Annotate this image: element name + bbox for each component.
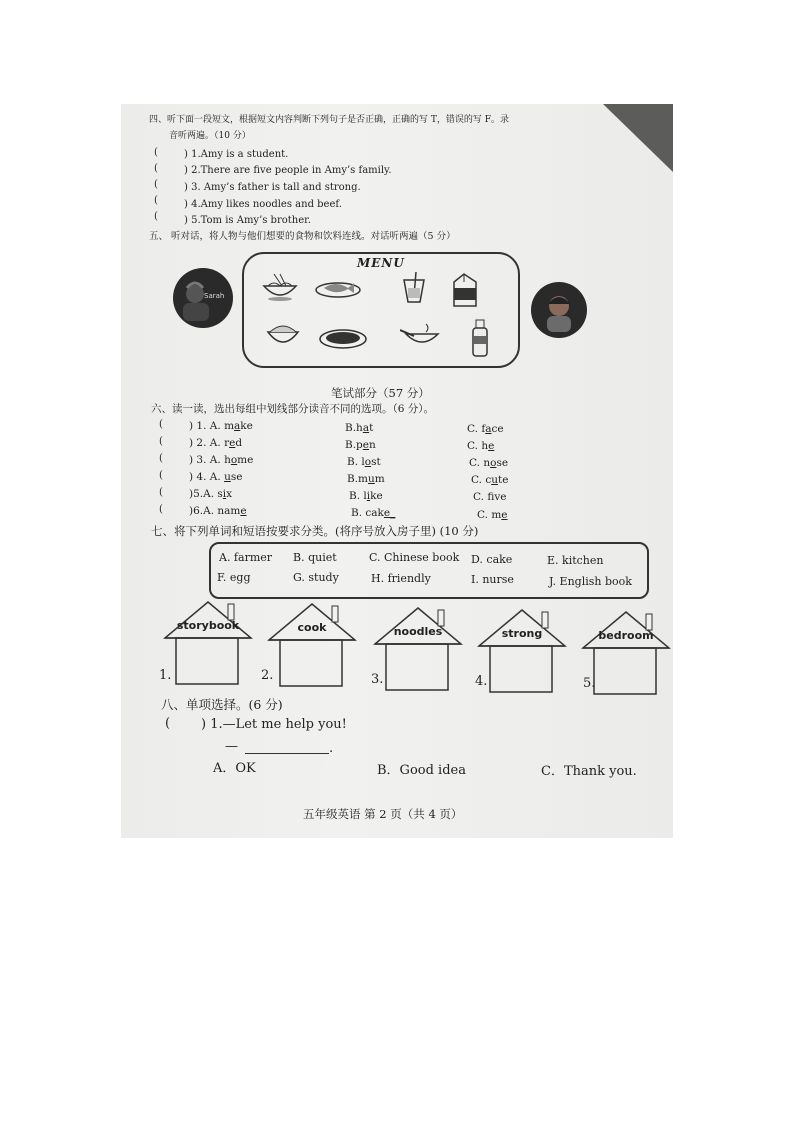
house-label: cook: [297, 621, 327, 634]
answer-paren[interactable]: (: [159, 436, 163, 447]
word-j: J. English book: [549, 575, 632, 588]
house-bedroom[interactable]: [581, 610, 671, 700]
row-6-option-b: B. cake_: [351, 507, 396, 519]
answer-paren[interactable]: (: [159, 453, 163, 464]
row-3-option-c: C. nose: [469, 457, 509, 469]
juice-icon[interactable]: [400, 270, 428, 304]
boy-avatar: [531, 282, 587, 338]
word-b: B. quiet: [293, 551, 337, 564]
row-5-option-a: )5.A. six: [189, 488, 233, 500]
house-3-number: 3.: [371, 672, 384, 687]
section7-heading: 七、将下列单词和短语按要求分类。(将序号放入房子里) (10 分): [151, 524, 479, 538]
milk-icon[interactable]: [450, 272, 480, 308]
house-1-number: 1.: [159, 668, 172, 683]
page-corner-shadow: [603, 104, 673, 172]
row-6-option-a: )6.A. name: [189, 505, 247, 517]
row-4-option-c: C. cute: [471, 474, 509, 486]
house-label: noodles: [393, 625, 443, 638]
exam-page: [121, 104, 673, 838]
statement-3: ) 3. Amy’s father is tall and strong.: [184, 182, 361, 193]
answer-paren[interactable]: (: [159, 487, 163, 498]
word-f: F. egg: [217, 571, 251, 584]
page-footer: 五年级英语 第 2 页（共 4 页）: [303, 807, 463, 821]
house-4-number: 4.: [475, 674, 488, 689]
section4-heading: 四、听下面一段短文，根据短文内容判断下列句子是否正确，正确的写 T，错误的写 F。录: [149, 115, 509, 125]
section5-heading: 五、 听对话，将人物与他们想要的食物和饮料连线。对话听两遍（5 分）: [149, 231, 456, 242]
answer-paren[interactable]: (: [154, 195, 158, 206]
word-h: H. friendly: [371, 572, 431, 585]
row-5-option-c: C. fve: [473, 491, 507, 503]
row-2-option-a: ) 2. A. red: [189, 437, 243, 449]
menu-title: MENU: [357, 256, 405, 270]
statement-5: ) 5.Tom is Amy’s brother.: [184, 215, 312, 226]
word-c: C. Chinese book: [369, 551, 460, 564]
noodles-icon[interactable]: [260, 272, 300, 304]
sarah-avatar: [173, 268, 233, 328]
row-3-option-a: ) 3. A. home: [189, 454, 254, 466]
word-i: I. nurse: [471, 573, 514, 586]
answer-paren[interactable]: (: [165, 716, 171, 731]
answer-blank[interactable]: [245, 753, 329, 754]
house-cook[interactable]: [267, 602, 357, 692]
word-g: G. study: [293, 571, 339, 584]
row-2-option-c: C. he: [467, 440, 495, 452]
row-3-option-b: B. lost: [347, 456, 381, 468]
answer-paren[interactable]: (: [154, 163, 158, 174]
reply-dash: —: [225, 739, 238, 754]
house-5-number: 5.: [583, 676, 596, 691]
question-1: ) 1.—Let me help you!: [201, 717, 347, 732]
answer-paren[interactable]: (: [154, 179, 158, 190]
row-1-option-a: ) 1. A. make: [189, 420, 253, 432]
answer-paren[interactable]: (: [159, 419, 163, 430]
house-storybook[interactable]: [163, 600, 253, 690]
row-1-option-b: B.hat: [345, 422, 374, 434]
house-2-number: 2.: [261, 668, 274, 683]
water-icon[interactable]: [470, 318, 490, 358]
word-d: D. cake: [471, 553, 513, 566]
menu-board: [242, 252, 520, 368]
word-e: E. kitchen: [547, 554, 604, 567]
option-c[interactable]: C．Thank you.: [541, 764, 637, 779]
row-4-option-a: ) 4. A. use: [189, 471, 243, 483]
row-6-option-c: C. me: [477, 509, 508, 521]
statement-1: ) 1.Amy is a student.: [184, 149, 289, 160]
beef-icon[interactable]: [318, 326, 368, 352]
sarah-label: Sarah: [204, 292, 225, 300]
section4-heading-cont: 音听两遍。（10 分）: [169, 131, 251, 141]
row-2-option-b: B.pen: [345, 439, 376, 451]
row-1-option-c: C. face: [467, 423, 504, 435]
row-5-option-b: B. like: [349, 490, 383, 502]
section8-heading: 八、单项选择。(6 分): [161, 697, 283, 712]
statement-4: ) 4.Amy likes noodles and beef.: [184, 199, 342, 210]
answer-paren[interactable]: (: [159, 470, 163, 481]
rice-icon[interactable]: [266, 320, 300, 350]
house-strong[interactable]: [477, 608, 567, 698]
option-b[interactable]: B．Good idea: [377, 763, 466, 778]
written-part-title: 笔试部分（57 分）: [331, 386, 430, 400]
answer-paren[interactable]: (: [154, 211, 158, 222]
word-bank: [209, 542, 649, 599]
word-a: A. farmer: [219, 551, 273, 564]
option-a[interactable]: A．OK: [213, 761, 256, 776]
soup-icon[interactable]: [400, 320, 444, 350]
blank-period: .: [329, 741, 334, 756]
house-label: bedroom: [598, 629, 654, 642]
section6-heading: 六、读一读，选出每组中划线部分读音不同的选项。（6 分）。: [151, 403, 435, 415]
row-4-option-b: B.mum: [347, 473, 385, 485]
answer-paren[interactable]: (: [154, 147, 158, 158]
answer-paren[interactable]: (: [159, 504, 163, 515]
house-label: strong: [501, 627, 543, 640]
house-noodles[interactable]: [373, 606, 463, 696]
fish-icon[interactable]: [314, 276, 362, 300]
house-label: storybook: [176, 619, 240, 632]
statement-2: ) 2.There are five people in Amy’s family.: [184, 165, 392, 176]
